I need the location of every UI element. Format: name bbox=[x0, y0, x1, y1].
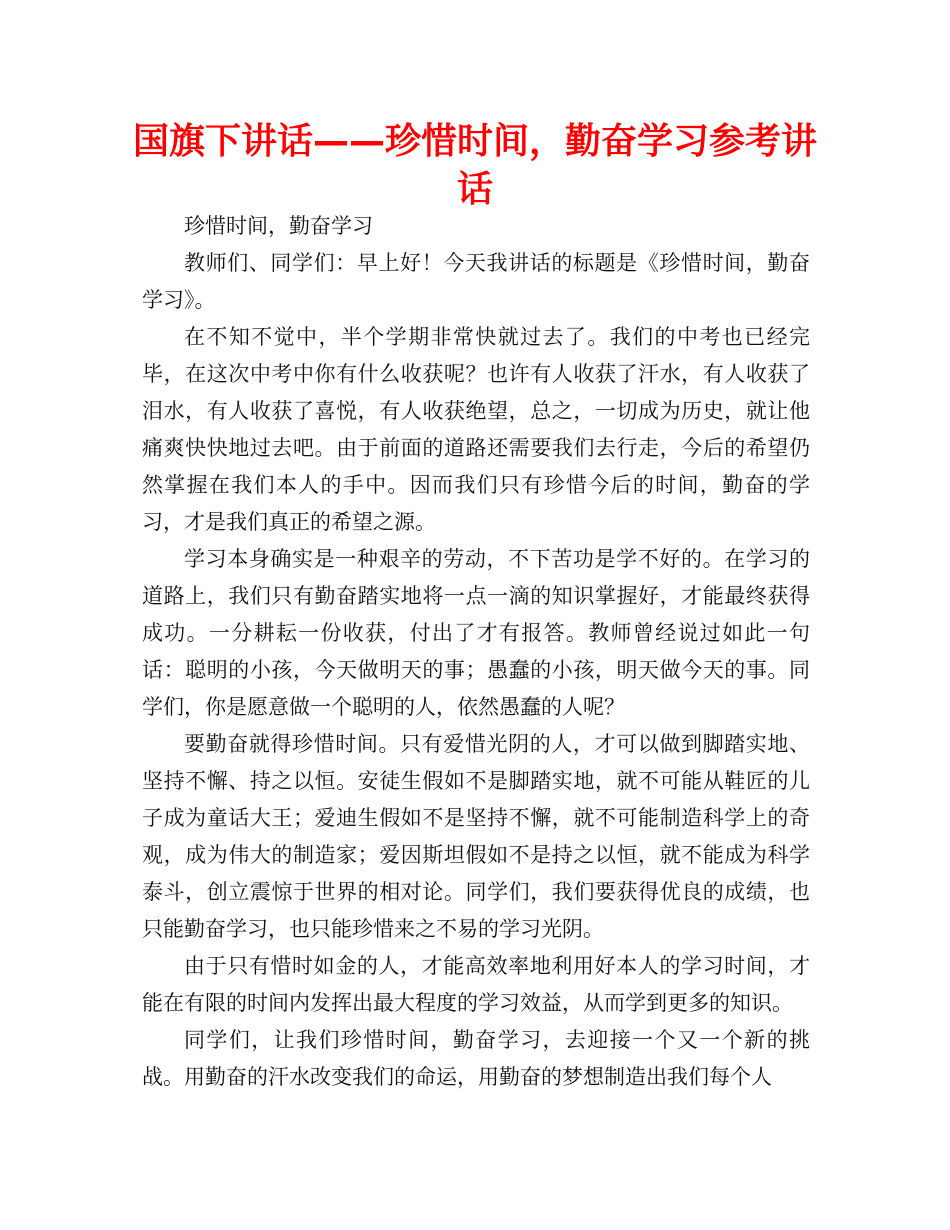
body-paragraph: 由于只有惜时如金的人，才能高效率地利用好本人的学习时间，才能在有限的时间内发挥出最大程度的学习效益，从而学到更多的知识。 bbox=[142, 954, 810, 1015]
document-body bbox=[142, 208, 810, 1096]
body-paragraph: 同学们，让我们珍惜时间，勤奋学习，去迎接一个又一个新的挑战。用勤奋的汗水改变我们的命运，用勤奋的梦想制造出我们每个人 bbox=[142, 1028, 810, 1089]
body-paragraph: 要勤奋就得珍惜时间。只有爱惜光阴的人，才可以做到脚踏实地、坚持不懈、持之以恒。安徒生假如不是脚踏实地，就不可能从鞋匠的儿子成为童话大王；爱迪生假如不是坚持不懈，就不可能制造科学上的奇观，成为伟大的制造家；爱因斯坦假如不是持之以恒，就不能成为科学泰斗，创立震惊于世界的相对论。同学们，我们要获得优良的成绩，也只能勤奋学习，也只能珍惜来之不易的学习光阴。 bbox=[142, 732, 810, 941]
greeting-paragraph: 教师们、同学们：早上好！今天我讲话的标题是《珍惜时间，勤奋学习》。 bbox=[142, 251, 810, 312]
subtitle-paragraph: 珍惜时间，勤奋学习 bbox=[184, 214, 373, 238]
page-title: 国旗下讲话——珍惜时间，勤奋学习参考讲话 bbox=[132, 121, 817, 210]
body-paragraph: 在不知不觉中，半个学期非常快就过去了。我们的中考也已经完毕，在这次中考中你有什么收获呢？也许有人收获了汗水，有人收获了泪水，有人收获了喜悦，有人收获绝望，总之，一切成为历史，就让他痛爽快快地过去吧。由于前面的道路还需要我们去行走，今后的希望仍然掌握在我们本人的手中。因而我们只有珍惜今后的时间，勤奋的学习，才是我们真正的希望之源。 bbox=[142, 325, 810, 534]
body-paragraph: 学习本身确实是一种艰辛的劳动，不下苦功是学不好的。在学习的道路上，我们只有勤奋踏实地将一点一滴的知识掌握好，才能最终获得成功。一分耕耘一份收获，付出了才有报答。教师曾经说过如此一句话：聪明的小孩，今天做明天的事；愚蠢的小孩，明天做今天的事。同学们，你是愿意做一个聪明的人，依然愚蠢的人呢？ bbox=[142, 547, 810, 719]
